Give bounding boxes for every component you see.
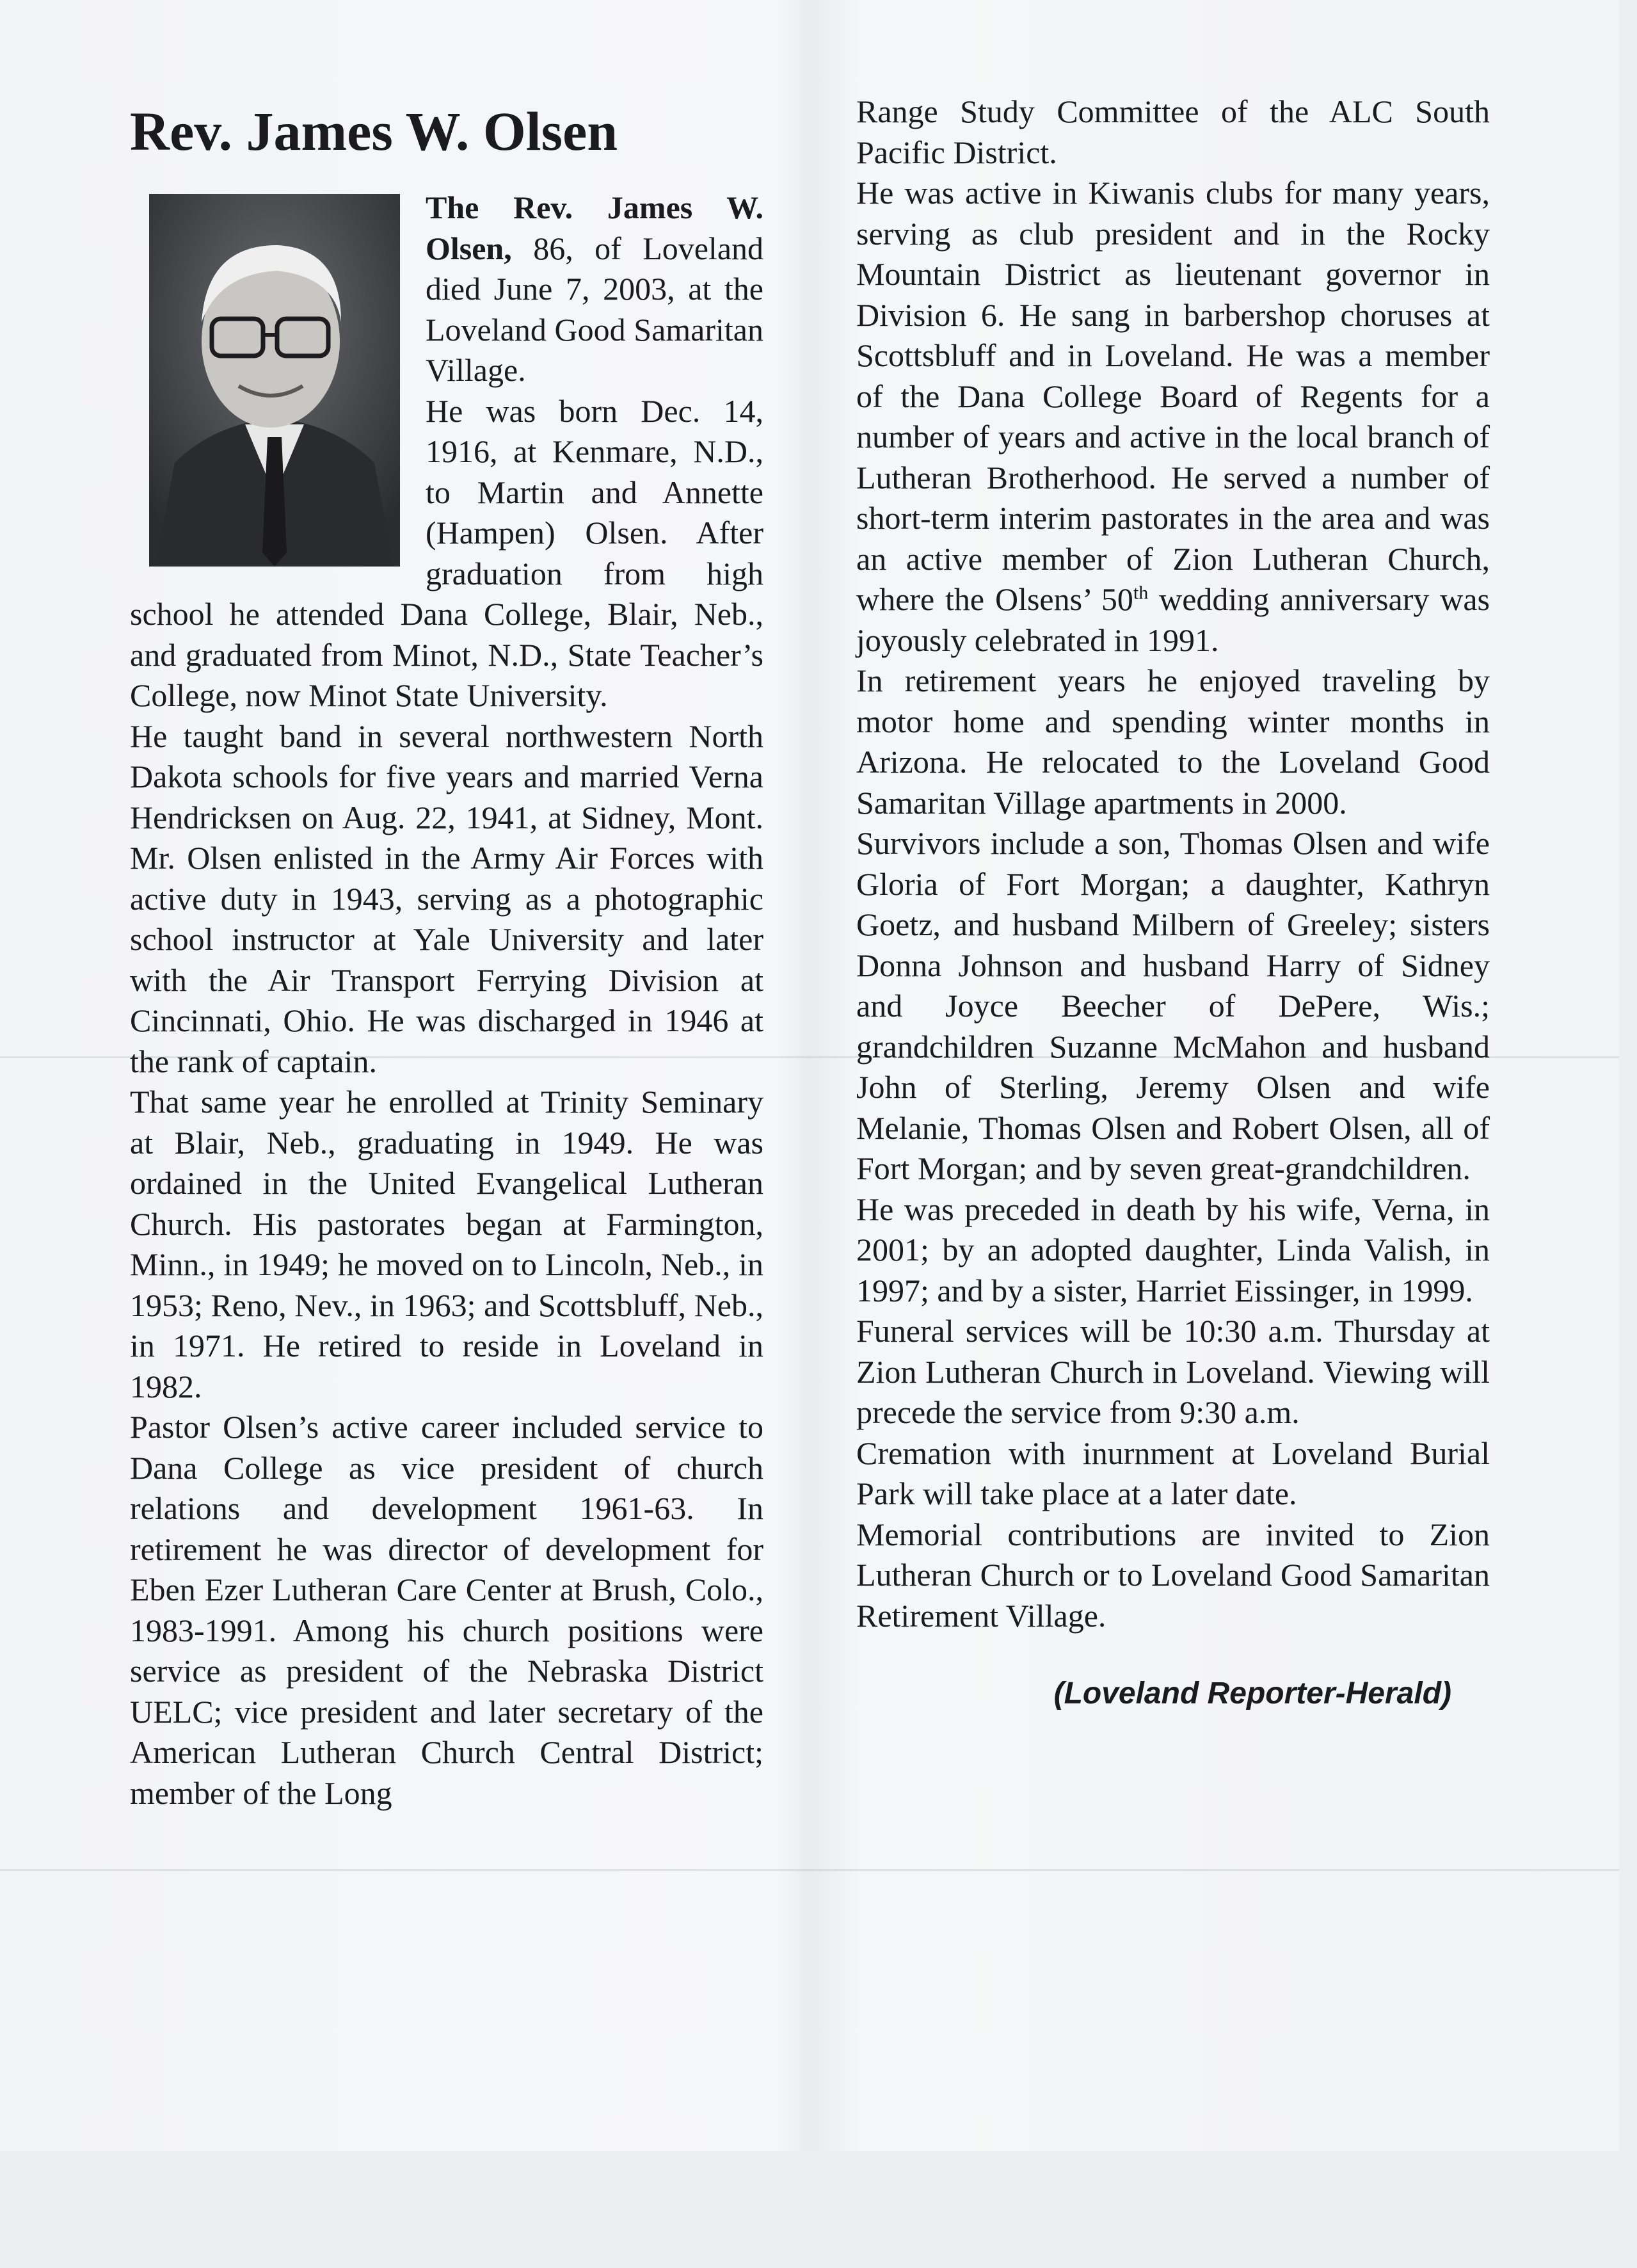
paragraph-career: He taught band in several northwestern North Dakota schools for five years and married Verna Hendricksen on Aug. 22, 1941, at Sidney, Mont. Mr. Olsen enlisted in the Army Air Forces with active duty in 1943, serving as a photographic school instructor at Yale University and later with the Air Transport Ferrying Division at Cincinnati, Ohio. He was discharged in 1946 at the rank of captain. bbox=[130, 718, 763, 1079]
left-column bbox=[130, 99, 763, 1814]
portrait-photo bbox=[149, 194, 400, 567]
paragraph-funeral: Funeral services will be 10:30 a.m. Thursday at Zion Lutheran Church in Loveland. Viewing will precede the service from 9:30 a.m. bbox=[856, 1313, 1490, 1430]
paragraph-memorial: Memorial contributions are invited to Zion Lutheran Church or to Loveland Good Samaritan Retirement Village. bbox=[856, 1516, 1490, 1634]
lead-name: The Rev. James W. Olsen, bbox=[426, 189, 763, 266]
right-column bbox=[856, 92, 1490, 1714]
paragraph-preceded: He was preceded in death by his wife, Verna, in 2001; by an adopted daughter, Linda Valish, in 1997; and by a sister, Harriet Eissinger, in 1999. bbox=[856, 1191, 1490, 1308]
paragraph-continued: Range Study Committee of the ALC South Pacific District. bbox=[856, 93, 1490, 170]
paragraph-ministry: That same year he enrolled at Trinity Seminary at Blair, Neb., graduating in 1949. He was ordained in the United Evangelical Lutheran Church. His pastorates began at Farmington, Minn., in 1949; he moved on to Lincoln, Neb., in 1953; Reno, Nev., in 1963; and Scottsbluff, Neb., in 1971. He retired to reside in Loveland in 1982. bbox=[130, 1084, 763, 1404]
paragraph-survivors: Survivors include a son, Thomas Olsen and wife Gloria of Fort Morgan; a daughter, Kathryn Goetz, and husband Milbern of Greeley; sisters Donna Johnson and husband Harry of Sidney and Joyce Beecher of DePere, Wis.; grandchildren Suzanne McMahon and husband John of Sterling, Jeremy Olsen and wife Melanie, Thomas Olsen and Robert Olsen, all of Fort Morgan; and by seven great-grandchildren. bbox=[856, 825, 1490, 1186]
paper-fold-line bbox=[0, 1869, 1619, 1871]
portrait-icon bbox=[149, 194, 400, 567]
source-credit: (Loveland Reporter-Herald) bbox=[1053, 1677, 1451, 1710]
paragraph-intro: The Rev. James W. Olsen, 86, of Loveland died June 7, 2003, at the Loveland Good Samaritan Village. bbox=[426, 189, 764, 388]
page-title: Rev. James W. Olsen bbox=[130, 101, 618, 162]
paragraph-retirement: In retirement years he enjoyed traveling by motor home and spending winter months in Arizona. He relocated to the Loveland Good Samaritan Village apartments in 2000. bbox=[856, 663, 1490, 821]
paragraph-cremation: Cremation with inurnment at Loveland Burial Park will take place at a later date. bbox=[856, 1435, 1490, 1511]
paragraph-service: Pastor Olsen’s active career included service to Dana College as vice president of church relations and development 1961-63. In retirement he was director of development for Eben Ezer Lutheran Care Center at Brush, Colo., 1983-1991. Among his church positions were service as president of the Nebraska District UELC; vice president and later secretary of the American Lutheran Church Central District; member of the Long bbox=[130, 1409, 763, 1811]
paragraph-kiwanis: He was active in Kiwanis clubs for many years, serving as club president and in the Rocky Mountain District as lieutenant governor in Division 6. He sang in barbershop choruses at Scottsbluff and in Loveland. He was a member of the Dana College Board of Regents for a number of years and active in the local branch of Lutheran Brotherhood. He served a number of short-term interim pastorates in the area and was an active member of Zion Lutheran Church, where the Olsens’ 50th wedding anniversary was joyously celebrated in 1991. bbox=[856, 175, 1490, 658]
paragraph-birth: He was born Dec. 14, 1916, at Kenmare, N.D., to Martin and Annette (Hampen) Olsen. After graduation from high school he attended Dana College, Blair, Neb., and graduated from Minot, N.D., State Teacher’s College, now Minot State University. bbox=[130, 392, 763, 713]
